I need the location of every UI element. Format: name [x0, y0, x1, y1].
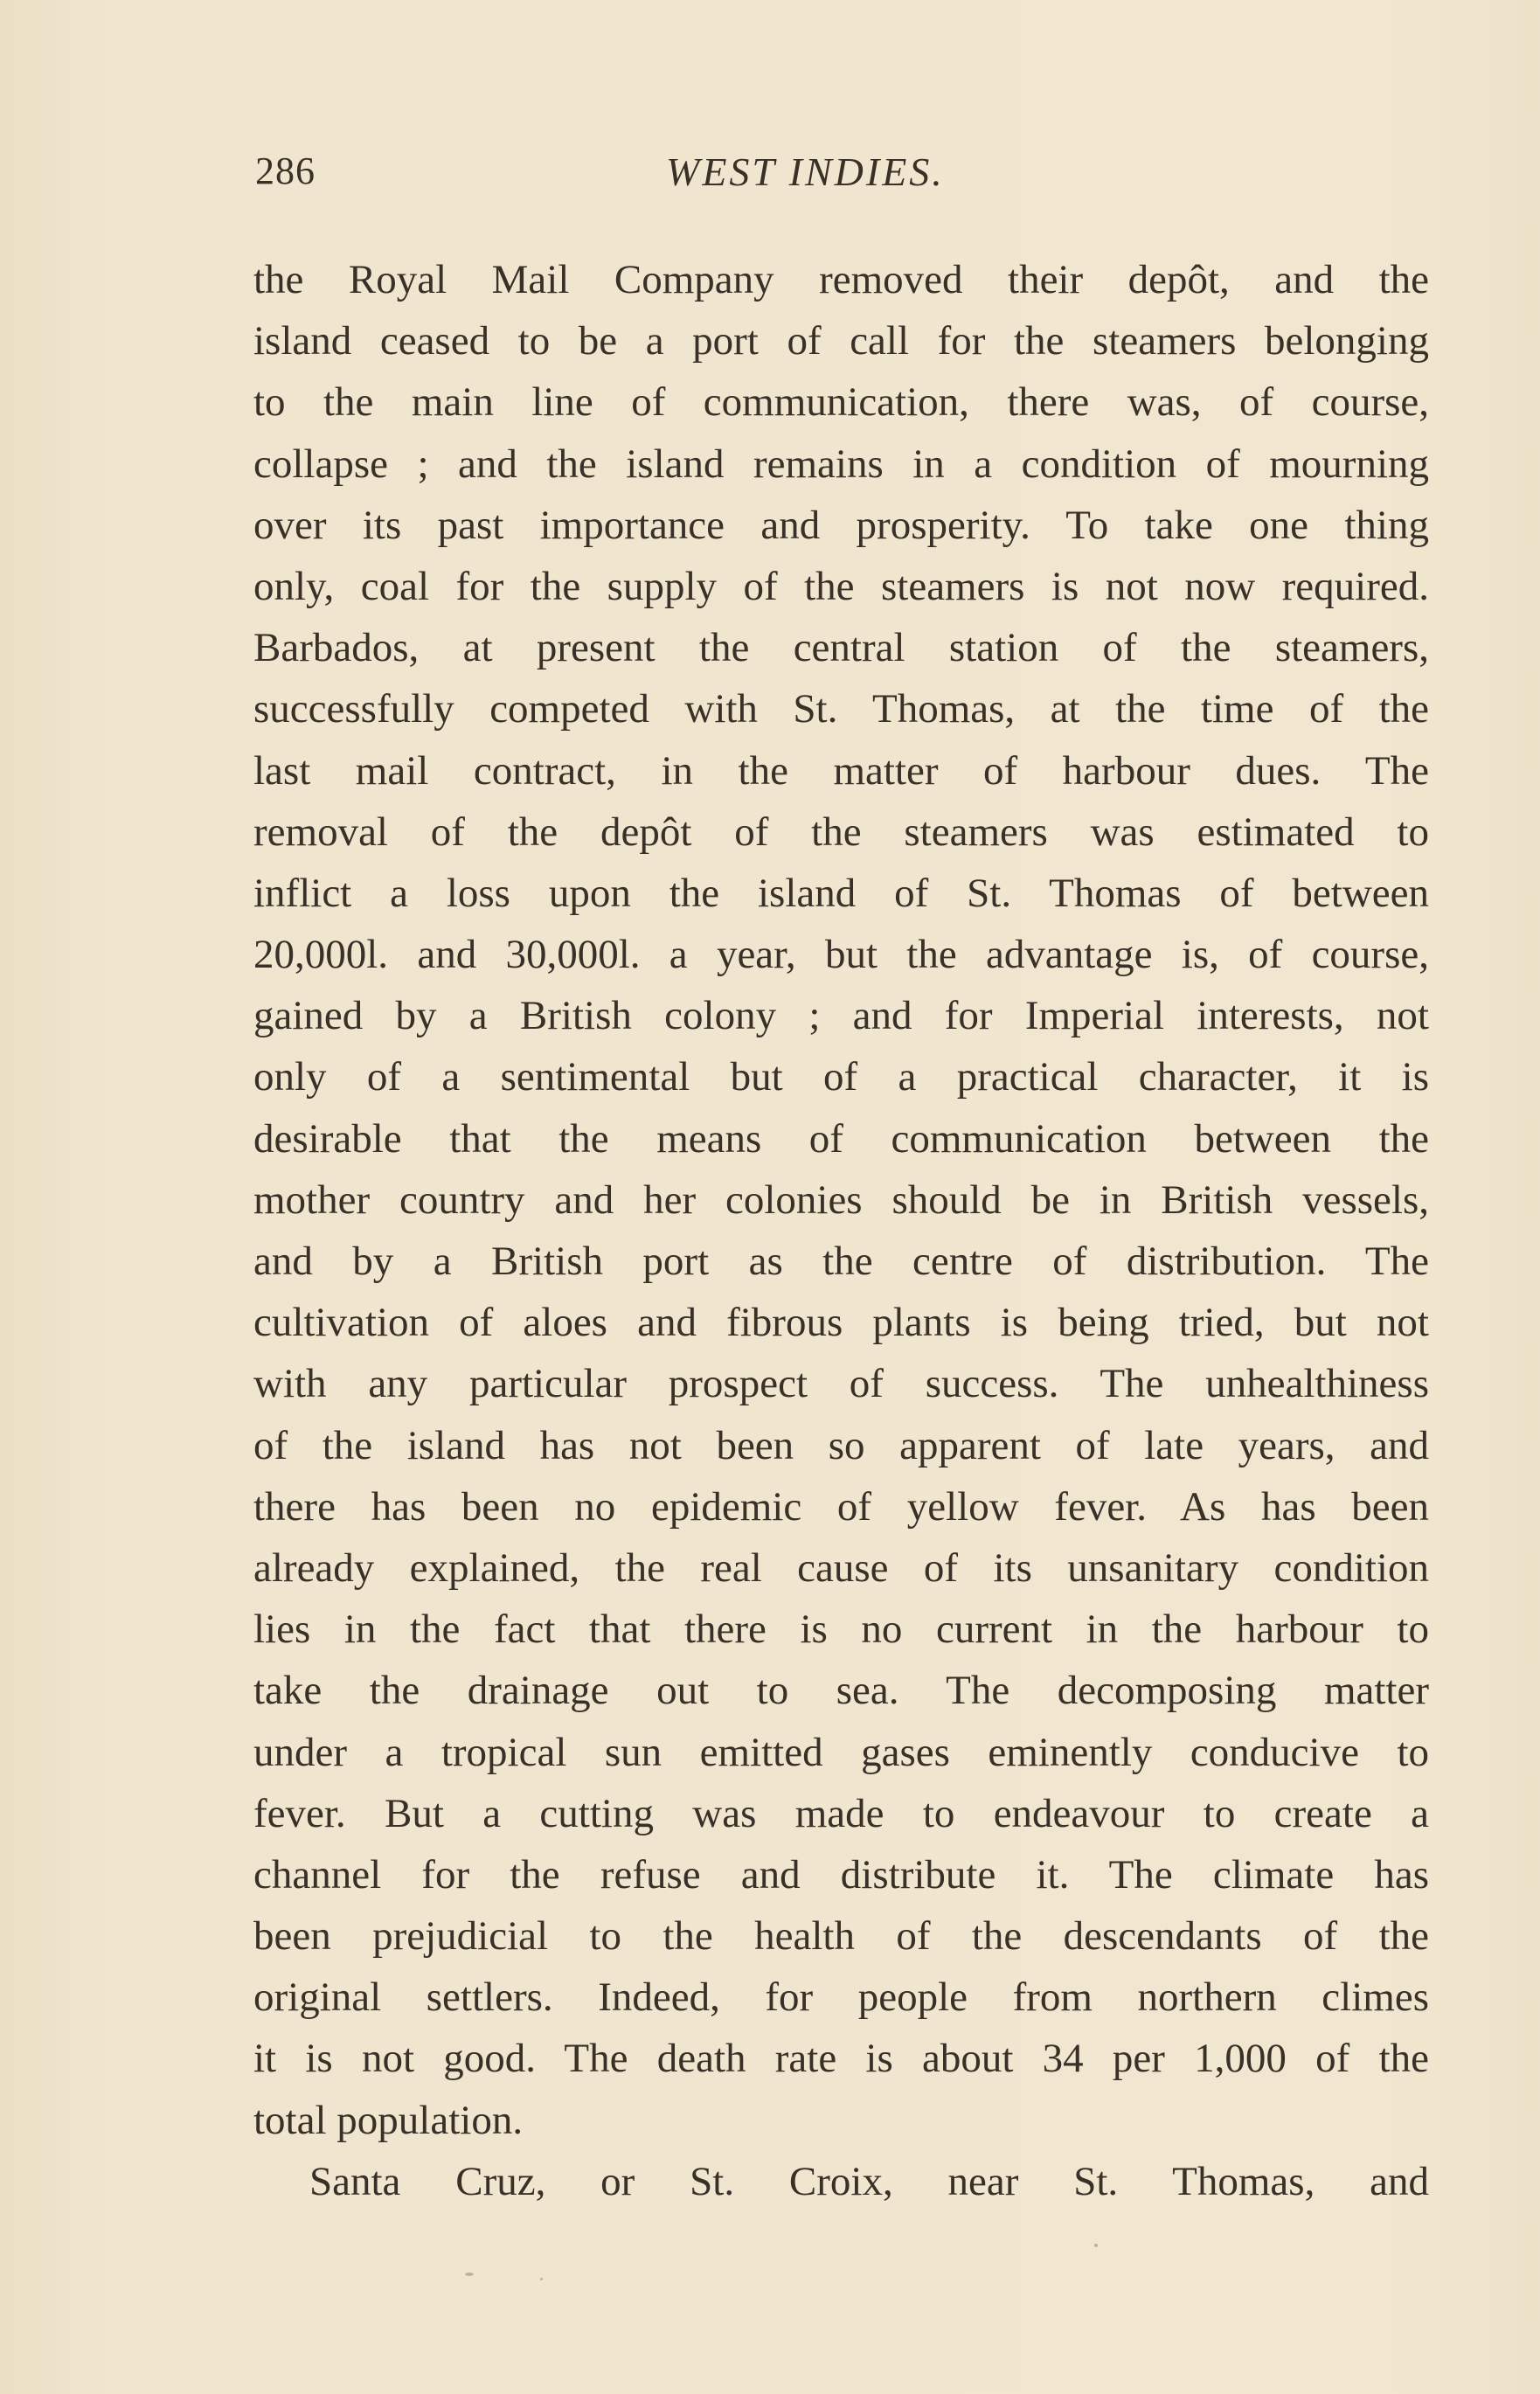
text-line: Santa Cruz, or St. Croix, near St. Thomas, and: [309, 2158, 1429, 2204]
text-line: original settlers. Indeed, for people from northern climes: [253, 1974, 1429, 2021]
text-line: to the main line of communication, there was, of course,: [253, 379, 1429, 426]
text-line: under a tropical sun emitted gases eminently conducive to: [253, 1729, 1429, 1775]
text-line: take the drainage out to sea. The decomposing matter: [253, 1668, 1429, 1714]
text-line: removal of the depôt of the steamers was estimated to: [253, 808, 1429, 855]
text-line: with any particular prospect of success. The unhealthiness: [253, 1361, 1429, 1407]
text-line: been prejudicial to the health of the descendants of the: [253, 1913, 1429, 1960]
text-line: fever. But a cutting was made to endeavour to create a: [253, 1790, 1429, 1836]
text-line: there has been no epidemic of yellow fever. As has been: [253, 1483, 1429, 1530]
text-line: collapse ; and the island remains in a condition of mourning: [253, 441, 1429, 487]
page-header: [255, 149, 1444, 210]
text-line: cultivation of aloes and fibrous plants is being tried, but not: [253, 1300, 1429, 1346]
text-line: island ceased to be a port of call for the steamers belonging: [253, 318, 1429, 364]
text-line: only of a sentimental but of a practical character, it is: [253, 1054, 1429, 1100]
paper-speck: [1094, 2244, 1098, 2247]
text-line: channel for the refuse and distribute it. The climate has: [253, 1851, 1429, 1898]
paper-speck: [465, 2273, 474, 2276]
text-line: it is not good. The death rate is about 34 per 1,000 of the: [253, 2036, 1429, 2082]
text-line: inflict a loss upon the island of St. Thomas of between: [253, 870, 1429, 916]
text-line: lies in the fact that there is no current in the harbour to: [253, 1606, 1429, 1653]
text-line: Barbados, at present the central station of the steamers,: [253, 625, 1429, 671]
text-line: desirable that the means of communication between the: [253, 1115, 1429, 1162]
text-line: over its past importance and prosperity. To take one thing: [253, 502, 1429, 548]
text-line: mother country and her colonies should be in British vessels,: [253, 1176, 1429, 1223]
text-line: gained by a British colony ; and for Imperial interests, not: [253, 993, 1429, 1039]
text-line: only, coal for the supply of the steamers is not now required.: [253, 563, 1429, 609]
running-title: WEST INDIES.: [666, 149, 945, 194]
text-line: the Royal Mail Company removed their depôt, and the: [253, 257, 1429, 302]
text-line: already explained, the real cause of its unsanitary condition: [253, 1544, 1429, 1591]
text-line: last mail contract, in the matter of harbour dues. The: [253, 747, 1429, 794]
text-line: 20,000l. and 30,000l. a year, but the advantage is, of course,: [253, 932, 1429, 978]
text-line: of the island has not been so apparent of late years, and: [253, 1422, 1429, 1468]
page-number: 286: [255, 149, 316, 192]
text-line: and by a British port as the centre of distribution. The: [253, 1239, 1429, 1284]
text-line: successfully competed with St. Thomas, at the time of the: [253, 686, 1429, 732]
text-line: total population.: [253, 2097, 524, 2143]
paper-speck: [540, 2278, 543, 2280]
body-text: [253, 249, 1429, 2212]
